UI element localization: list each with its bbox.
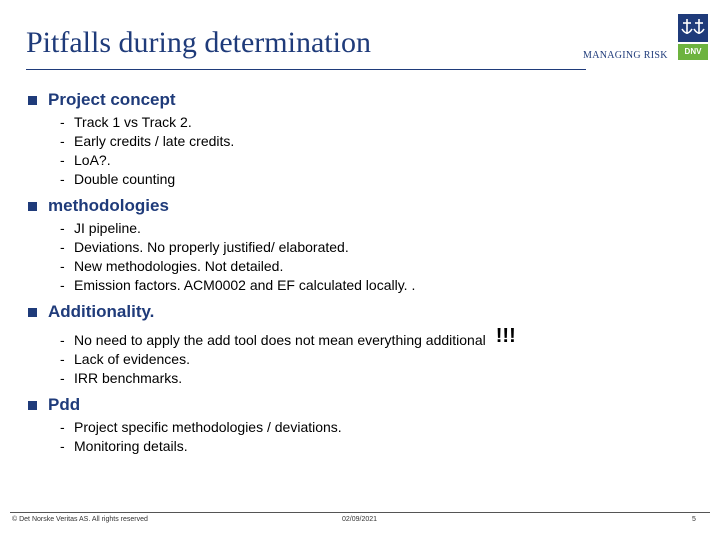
list-item: - Lack of evidences. (60, 350, 190, 367)
section-heading: methodologies (48, 196, 169, 215)
title-divider (26, 69, 586, 70)
list-item: - New methodologies. Not detailed. (60, 257, 284, 274)
section-project-concept (28, 88, 708, 188)
emphasis-marks: !!! (495, 325, 516, 347)
section-heading: Pdd (48, 395, 81, 414)
dnv-emblem-icon (678, 14, 708, 42)
square-bullet-icon (28, 202, 37, 211)
list-item: - Deviations. No properly justified/ elaborated. (60, 238, 349, 255)
managing-risk-tagline: MANAGING RISK (583, 50, 668, 61)
list-item: - Project specific methodologies / deviations. (60, 418, 342, 435)
footer-divider (10, 512, 710, 513)
list-item: - Double counting (60, 170, 176, 187)
section-heading: Project concept (48, 90, 176, 109)
list-item: - IRR benchmarks. (60, 369, 183, 386)
dnv-logo: DNV (678, 44, 708, 60)
list-item: - Emission factors. ACM0002 and EF calculated locally. . (60, 276, 416, 293)
square-bullet-icon (28, 96, 37, 105)
footer-copyright: © Det Norske Veritas AS. All rights reserved (12, 516, 148, 523)
slide-content (28, 88, 708, 461)
list-item: - JI pipeline. (60, 219, 141, 236)
section-additionality (28, 300, 708, 387)
square-bullet-icon (28, 401, 37, 410)
list-item: - Track 1 vs Track 2. (60, 113, 192, 130)
square-bullet-icon (28, 308, 37, 317)
footer-date: 02/09/2021 (342, 516, 378, 523)
list-item: - LoA?. (60, 151, 111, 168)
list-item: - Monitoring details. (60, 437, 188, 454)
footer-page-number: 5 (692, 516, 696, 523)
section-methodologies (28, 194, 708, 294)
slide-title: Pitfalls during determination (26, 26, 371, 59)
list-item: - No need to apply the add tool does not mean everything additional !!! (60, 325, 516, 348)
list-item: - Early credits / late credits. (60, 132, 235, 149)
section-heading: Additionality. (48, 302, 155, 321)
section-pdd (28, 393, 708, 455)
